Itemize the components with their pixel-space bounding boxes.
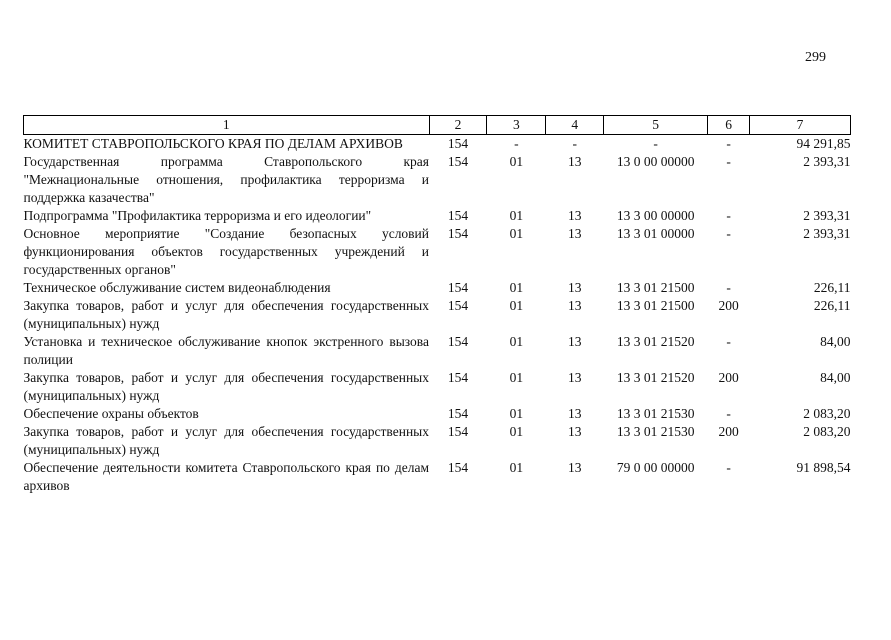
table-row (24, 207, 851, 225)
table-row (24, 279, 851, 297)
row-expense-type: - (726, 406, 731, 421)
row-amount: 2 393,31 (803, 226, 851, 241)
row-name: Государственная программа Ставропольского края "Межнациональные отношения, профилактика терроризма и поддержка казачества" (23, 154, 429, 205)
row-section-code: 01 (509, 154, 524, 169)
column-header-2: 2 (429, 116, 487, 135)
row-name: Подпрограмма "Профилактика терроризма и его идеологии" (23, 208, 372, 223)
row-target-code: 13 3 01 21500 (616, 298, 695, 313)
column-header-1: 1 (24, 116, 430, 135)
row-amount: 91 898,54 (796, 460, 851, 475)
row-subsection-code: 13 (568, 280, 582, 295)
row-subsection-code: 13 (568, 334, 582, 349)
row-subsection-code: 13 (568, 154, 582, 169)
row-expense-type: - (726, 280, 731, 295)
row-name: Установка и техническое обслуживание кнопок экстренного вызова полиции (23, 334, 429, 367)
table-header-row (24, 116, 851, 135)
row-expense-type: - (726, 226, 731, 241)
row-ministry-code: 154 (447, 226, 469, 241)
row-amount: 226,11 (813, 280, 851, 295)
row-section-code: 01 (509, 226, 524, 241)
row-ministry-code: 154 (447, 298, 469, 313)
row-expense-type: 200 (718, 370, 739, 385)
page-number: 299 (805, 50, 826, 65)
row-ministry-code: 154 (447, 208, 469, 223)
row-target-code: - (653, 136, 658, 151)
row-ministry-code: 154 (447, 460, 469, 475)
column-header-3: 3 (487, 116, 546, 135)
row-ministry-code: 154 (447, 406, 469, 421)
row-expense-type: - (726, 154, 731, 169)
row-name: Закупка товаров, работ и услуг для обеспечения государственных (муниципальных) нужд (23, 424, 429, 457)
row-subsection-code: 13 (568, 208, 582, 223)
row-name: Обеспечение деятельности комитета Ставропольского края по делам архивов (23, 460, 429, 493)
row-expense-type: 200 (718, 424, 739, 439)
column-header-4: 4 (546, 116, 604, 135)
row-target-code: 13 3 01 21500 (616, 280, 695, 295)
row-section-code: 01 (509, 370, 524, 385)
row-section-code: - (514, 136, 519, 151)
row-subsection-code: 13 (568, 460, 582, 475)
table-row (24, 225, 851, 279)
row-target-code: 13 3 01 21530 (616, 406, 695, 421)
row-expense-type: - (726, 208, 731, 223)
row-expense-type: - (726, 334, 731, 349)
row-target-code: 13 0 00 00000 (616, 154, 695, 169)
row-target-code: 13 3 01 21520 (616, 334, 695, 349)
row-subsection-code: - (572, 136, 578, 151)
table-row (24, 135, 851, 154)
row-expense-type: 200 (718, 298, 739, 313)
table-row (24, 333, 851, 369)
row-section-code: 01 (509, 298, 524, 313)
row-expense-type: - (726, 460, 731, 475)
row-section-code: 01 (509, 406, 524, 421)
row-expense-type: - (726, 136, 731, 151)
row-subsection-code: 13 (568, 370, 582, 385)
budget-table (23, 115, 851, 495)
row-section-code: 01 (509, 460, 524, 475)
row-name: КОМИТЕТ СТАВРОПОЛЬСКОГО КРАЯ ПО ДЕЛАМ АРХИВОВ (23, 136, 403, 151)
row-subsection-code: 13 (568, 226, 582, 241)
row-subsection-code: 13 (568, 424, 582, 439)
row-amount: 94 291,85 (796, 136, 851, 151)
column-header-5: 5 (604, 116, 708, 135)
row-target-code: 79 0 00 00000 (616, 460, 695, 475)
row-target-code: 13 3 01 21530 (616, 424, 695, 439)
row-amount: 2 393,31 (803, 208, 851, 223)
table-row (24, 423, 851, 459)
table-row (24, 369, 851, 405)
row-ministry-code: 154 (447, 370, 469, 385)
row-amount: 2 393,31 (803, 154, 851, 169)
row-target-code: 13 3 00 00000 (616, 208, 695, 223)
table-row (24, 297, 851, 333)
row-section-code: 01 (509, 280, 524, 295)
row-subsection-code: 13 (568, 406, 582, 421)
row-section-code: 01 (509, 424, 524, 439)
row-target-code: 13 3 01 00000 (616, 226, 695, 241)
row-ministry-code: 154 (447, 424, 469, 439)
row-amount: 226,11 (813, 298, 851, 313)
row-subsection-code: 13 (568, 298, 582, 313)
row-section-code: 01 (509, 334, 524, 349)
row-amount: 2 083,20 (803, 424, 851, 439)
row-ministry-code: 154 (447, 154, 469, 169)
row-amount: 2 083,20 (803, 406, 851, 421)
column-header-7: 7 (750, 116, 851, 135)
row-amount: 84,00 (820, 334, 851, 349)
table-row (24, 153, 851, 207)
row-ministry-code: 154 (447, 136, 469, 151)
table-row (24, 459, 851, 495)
row-amount: 84,00 (820, 370, 851, 385)
table-row (24, 405, 851, 423)
row-ministry-code: 154 (447, 334, 469, 349)
row-name: Основное мероприятие "Создание безопасных условий функционирования объектов государственных учреждений и государственных органов" (23, 226, 429, 277)
row-ministry-code: 154 (447, 280, 469, 295)
row-name: Техническое обслуживание систем видеонаблюдения (23, 280, 331, 295)
row-name: Обеспечение охраны объектов (23, 406, 199, 421)
row-name: Закупка товаров, работ и услуг для обеспечения государственных (муниципальных) нужд (23, 298, 429, 331)
column-header-6: 6 (708, 116, 750, 135)
row-name: Закупка товаров, работ и услуг для обеспечения государственных (муниципальных) нужд (23, 370, 429, 403)
row-target-code: 13 3 01 21520 (616, 370, 695, 385)
row-section-code: 01 (509, 208, 524, 223)
